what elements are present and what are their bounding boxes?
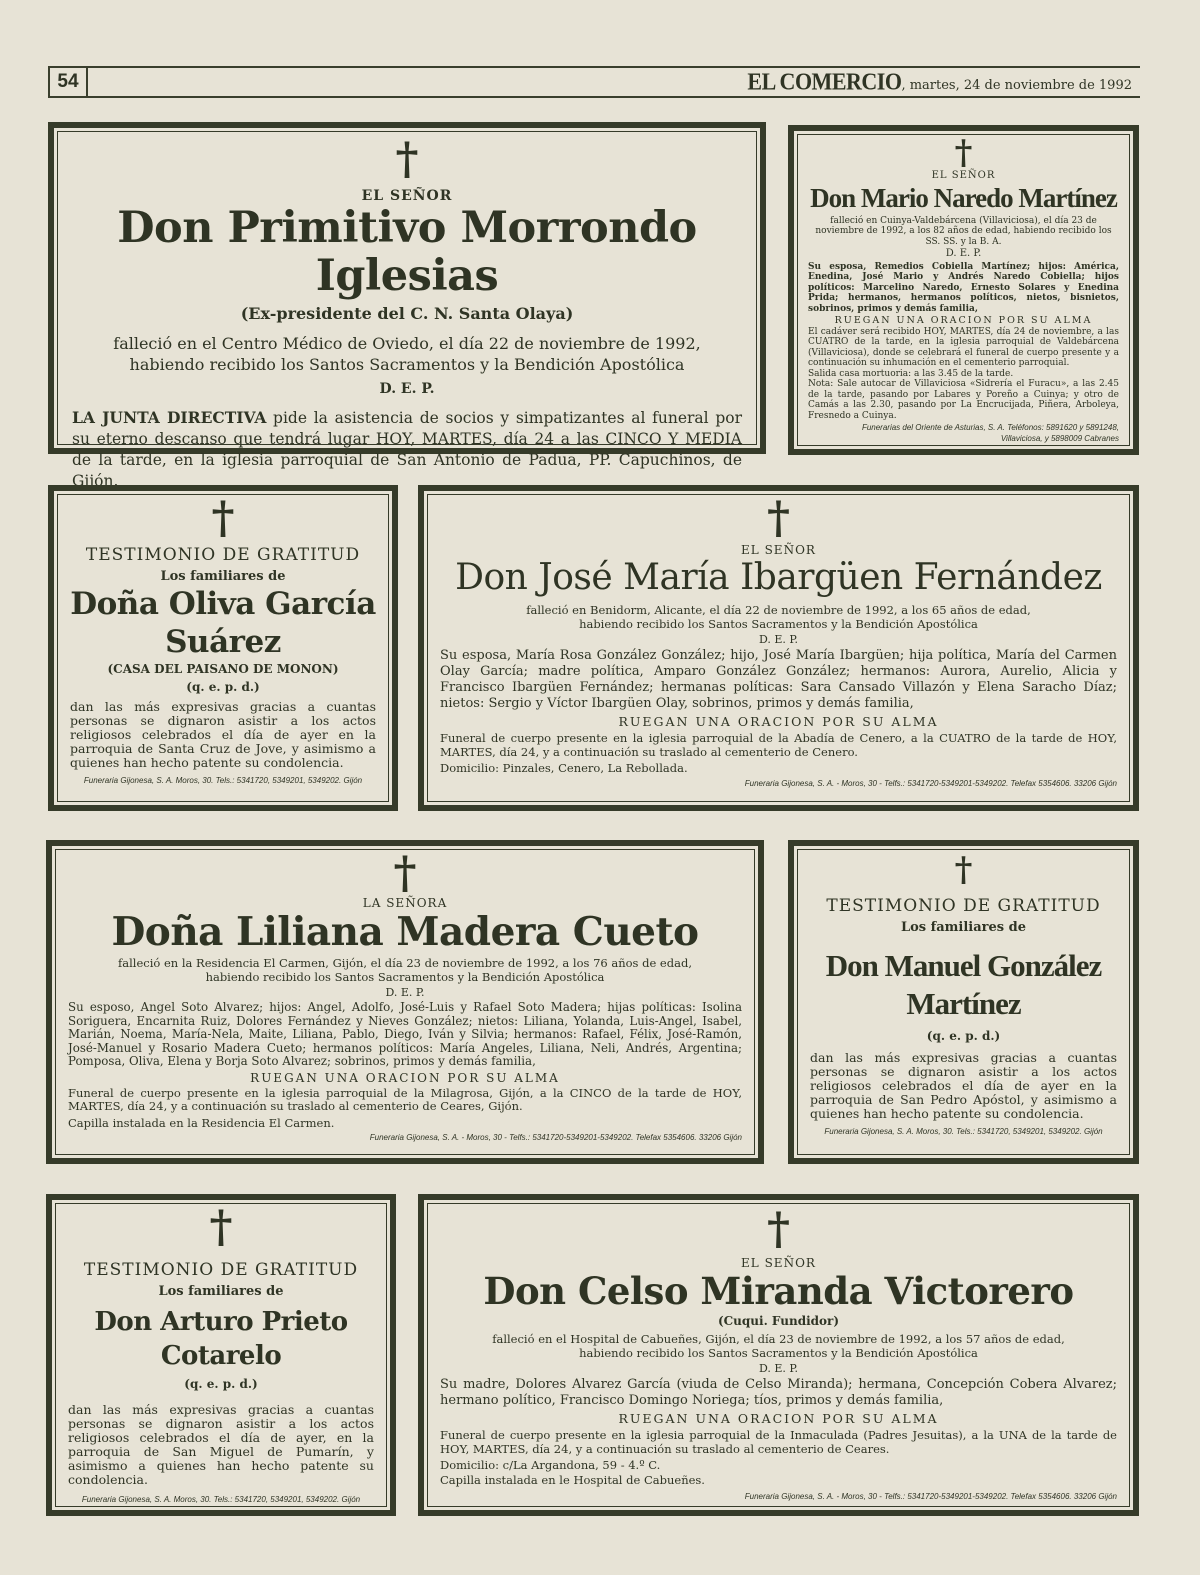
page-header xyxy=(48,66,1140,98)
death-text: falleció en Cuinya-Valdebárcena (Villaviciosa), el día 23 de noviembre de 1992, a los 82 años de edad, habiendo recibido los SS. SS. y la B. A. xyxy=(815,215,1112,247)
dep: D. E. P. xyxy=(379,381,435,397)
ruegan-line: RUEGAN UNA ORACION POR SU ALMA xyxy=(618,714,939,729)
masthead xyxy=(747,67,1132,98)
funeral-home-footer: Funeraria Gijonesa, S. A. - Moros, 30 - Telfs.: 5341720-5349201-5349202. Telefax 5354606. 33206 Gijón xyxy=(744,779,1117,788)
funeral-home-footer: Funerarias del Oriente de Asturias, S. A. Teléfonos: 5891620 y 5891248, xyxy=(861,423,1119,432)
cross-icon: † xyxy=(766,1204,790,1255)
funeral-text: El cadáver será recibido HOY, MARTES, día 24 de noviembre, a las CUATRO de la tarde, en la iglesia parroquial de Valdebárcena (Villaviciosa), donde se celebrará el funeral de cuerpo presente y a continuación su inhumación en el cementerio parroquial. xyxy=(808,326,1119,368)
notice-primitivo-morrondo xyxy=(48,122,766,490)
deceased-name-line-2: Martínez xyxy=(906,986,1021,1021)
cross-icon: † xyxy=(766,493,790,544)
deceased-name: Don Celso Miranda Victorero xyxy=(483,1269,1074,1313)
junta-label: LA JUNTA DIRECTIVA xyxy=(72,408,267,427)
ruegan-line: RUEGAN UNA ORACION POR SU ALMA xyxy=(618,1411,939,1426)
honorific: EL SEÑOR xyxy=(741,543,816,557)
familiares-label: Los familiares de xyxy=(160,569,286,584)
honorific: EL SEÑOR xyxy=(931,170,996,181)
familiares-label: Los familiares de xyxy=(158,1284,284,1299)
newspaper-name: EL COMERCIO xyxy=(747,67,902,96)
funeral-home-footer: Funeraria Gijonesa, S. A. Moros, 30. Tels.: 5341720, 5349201, 5349202. Gijón xyxy=(83,776,363,785)
notice-celso-miranda xyxy=(418,1194,1139,1516)
familiares-label: Los familiares de xyxy=(901,920,1026,935)
cross-icon: † xyxy=(954,850,973,890)
funeral-text: Funeral de cuerpo presente en la iglesia parroquial de la Abadía de Cenero, a la CUATRO de la tarde de HOY, MARTES, día 24, y a continuación su traslado al cementerio de Cenero. xyxy=(440,731,1117,759)
notice-oliva-garcia xyxy=(48,485,398,811)
deceased-name-line-2: Cotarelo xyxy=(160,1341,282,1371)
notice-manuel-gonzalez xyxy=(788,840,1139,1164)
dep: D. E. P. xyxy=(758,1362,799,1375)
domicilio: Domicilio: c/La Argandona, 59 - 4.º C. xyxy=(440,1458,661,1472)
cross-icon: † xyxy=(211,493,235,544)
dep: D. E. P. xyxy=(385,986,425,999)
qepd: (q. e. p. d.) xyxy=(926,1029,1001,1043)
gratitude-body: dan las más expresivas gracias a cuantas personas se dignaron asistir a los actos religiosos celebrados el día de ayer, en la parroquia de San Miguel de Pumarín, y asimismo a quienes han hecho patente su condolencia. xyxy=(68,1402,374,1487)
salida-text: Salida casa mortuoria: a las 3.45 de la tarde. xyxy=(808,368,1014,379)
funeral-text: Funeral de cuerpo presente en la iglesia parroquial de la Milagrosa, Gijón, a la CINCO de la tarde de HOY, MARTES, día 24, y a continuación su traslado al cementerio de Ceares, Gijón. xyxy=(68,1085,742,1113)
family-text: Su esposa, María Rosa González González; hijo, José María Ibargüen; hija política, María del Carmen Olay García; madre política, Amparo González González; hermanos: Aurora, Aurelio, Alicia y Francisco Ibargüen Fernández; hermanas políticas: Sara Cansado Villazón y Elena Saracho Díaz; nietos: Sergio y Víctor Ibargüen Olay, sobrinos, primos y demás familia, xyxy=(440,648,1117,711)
dep: D. E. P. xyxy=(945,248,982,259)
cross-icon: † xyxy=(393,848,417,899)
subtitle: (CASA DEL PAISANO DE MONON) xyxy=(107,662,339,676)
funeral-home-footer: Funeraria Gijonesa, S. A. Moros, 30. Tels.: 5341720, 5349201, 5349202. Gijón xyxy=(824,1127,1103,1136)
domicilio: Domicilio: Pinzales, Cenero, La Rebollada. xyxy=(440,761,688,775)
funeral-home-footer: Funeraria Gijonesa, S. A. - Moros, 30 - Telfs.: 5341720-5349201-5349202. Telefax 5354606. 33206 Gijón xyxy=(369,1132,742,1142)
capilla: Capilla instalada en le Hospital de Cabueñes. xyxy=(440,1473,705,1487)
deceased-name-line-1: Doña Oliva García xyxy=(70,586,376,622)
cross-icon: † xyxy=(395,134,419,185)
death-line-1: falleció en la Residencia El Carmen, Gijón, el día 23 de noviembre de 1992, a los 76 años de edad, xyxy=(118,956,692,970)
funeral-home-footer: Funeraria Gijonesa, S. A. - Moros, 30 - Telfs.: 5341720-5349201-5349202. Telefax 5354606. 33206 Gijón xyxy=(744,1492,1117,1501)
funeral-home-footer: Funeraria Gijonesa, S. A. Moros, 30. Tels.: 5341720, 5349201, 5349202. Gijón xyxy=(81,1495,361,1504)
death-line-2: habiendo recibido los Santos Sacramentos y la Bendición Apostólica xyxy=(579,617,978,631)
dep: D. E. P. xyxy=(758,633,799,646)
family-text: Su madre, Dolores Alvarez García (viuda de Celso Miranda); hermana, Concepción Cobera Alvarez; hermano político, Francisco Domingo Noriega; tíos, primos y demás familia, xyxy=(440,1377,1117,1408)
deceased-name: Don Primitivo Morrondo Iglesias xyxy=(117,203,697,301)
issue-date: , martes, 24 de noviembre de 1992 xyxy=(901,78,1132,93)
funeral-home-footer-2: Villaviciosa, y 5898009 Cabranes xyxy=(1000,433,1119,443)
funeral-text: Funeral de cuerpo presente en la iglesia parroquial de la Inmaculada (Padres Jesuitas), a la UNA de la tarde de HOY, MARTES, día 24, y a continuación su traslado al cementerio de Ceares. xyxy=(440,1428,1117,1456)
notice-liliana-madera xyxy=(46,840,764,1164)
family-text: Su esposa, Remedios Cobiella Martínez; hijos: América, Enedina, José Mario y Andrés Naredo Cobiella; hijos políticos: Marcelino Naredo, Ernesto Solares y Enedina Prida; hermanos, hermanos políticos, nietos, bisnietos, sobrinos, primos y demás familia, xyxy=(808,261,1119,314)
qepd: (q. e. p. d.) xyxy=(186,680,260,694)
death-line-1: falleció en el Hospital de Cabueñes, Gijón, el día 23 de noviembre de 1992, a los 57 años de edad, xyxy=(492,1332,1065,1346)
page-number: 54 xyxy=(48,68,88,96)
gratitude-body: dan las más expresivas gracias a cuantas personas se dignaron asistir a los actos religiosos celebrados el día de ayer en la parroquia de Santa Cruz de Jove, y asimismo a quienes han hecho patente su condolencia. xyxy=(70,699,376,770)
body-text: pide la asistencia de socios y simpatizantes al funeral por su eterno descanso que tendrá lugar HOY, MARTES, día 24 a las CINCO Y MEDIA de la tarde, en la iglesia parroquial de San Antonio de Padua, PP. Capuchinos, de Gijón. xyxy=(72,409,742,490)
deceased-name: Don José María Ibargüen Fernández xyxy=(455,557,1102,598)
honorific: LA SEÑORA xyxy=(362,896,448,910)
qepd: (q. e. p. d.) xyxy=(184,1377,258,1391)
death-line-1: falleció en Benidorm, Alicante, el día 22 de noviembre de 1992, a los 65 años de edad, xyxy=(526,603,1031,617)
cross-icon: † xyxy=(954,133,973,173)
notice-body xyxy=(72,407,742,492)
gratitude-title: TESTIMONIO DE GRATITUD xyxy=(85,545,361,565)
deceased-name-line-2: Suárez xyxy=(165,624,281,660)
nota-text: Nota: Sale autocar de Villaviciosa «Sidrería el Furacu», a las 2.45 de la tarde, pasando por Labares y Poreño a Cuinya; y otro de Camás a las 2.30, pasando por La Encrucijada, Piñera, Arboleya, Fresnedo a Cuinya. xyxy=(808,379,1119,421)
gratitude-body: dan las más expresivas gracias a cuantas personas se dignaron asistir a los actos religiosos celebrados el día de ayer en la parroquia de San Pedro Apóstol, y asimismo a quienes han hecho patente su condolencia. xyxy=(810,1050,1117,1121)
cross-icon: † xyxy=(209,1202,233,1253)
ruegan-line: RUEGAN UNA ORACION POR SU ALMA xyxy=(250,1070,560,1085)
notice-arturo-prieto xyxy=(46,1194,396,1516)
gratitude-title: TESTIMONIO DE GRATITUD xyxy=(83,1260,359,1280)
honorific: EL SEÑOR xyxy=(361,188,453,204)
deceased-name: Doña Liliana Madera Cueto xyxy=(111,909,699,955)
subtitle: (Cuqui. Fundidor) xyxy=(717,1314,840,1328)
deceased-name-line-1: Don Manuel González xyxy=(825,948,1102,983)
deceased-name: Don Mario Naredo Martínez xyxy=(810,182,1117,213)
family-text: Su esposo, Angel Soto Alvarez; hijos: Angel, Adolfo, José-Luis y Rafael Soto Madera; hijas políticas: Isolina Soriguera, Encarnita Ruiz, Dolores Fernández y Nieves González; nietos: Liliana, Yolanda, Luis-Angel, Isabel, Marián, Noema, María-Nela, Maite, Liliana, Pablo, Diego, Iván y Silvia; hermanos: Rafael, Félix, José-Ramón, José-Manuel y Rosario Madera Cueto; hermanos políticos: María Angeles, Liliana, Neli, Andrés, Argentina; Pomposa, Oliva, Elena y Borja Soto Alvarez; sobrinos, primos y demás familia, xyxy=(68,1000,742,1068)
capilla: Capilla instalada en la Residencia El Carmen. xyxy=(68,1115,335,1130)
notice-jose-maria-ibarguen xyxy=(418,485,1139,811)
death-line-2: habiendo recibido los Santos Sacramentos y la Bendición Apostólica xyxy=(205,970,605,984)
honorific: EL SEÑOR xyxy=(741,1256,816,1270)
ruegan-line: RUEGAN UNA ORACION POR SU ALMA xyxy=(834,315,1093,326)
death-line-2: habiendo recibido los Santos Sacramentos y la Bendición Apostólica xyxy=(579,1346,978,1360)
deceased-name-line-1: Don Arturo Prieto xyxy=(94,1307,348,1337)
gratitude-title: TESTIMONIO DE GRATITUD xyxy=(826,896,1101,916)
subtitle: (Ex-presidente del C. N. Santa Olaya) xyxy=(240,304,574,323)
death-line-2: habiendo recibido los Santos Sacramentos y la Bendición Apostólica xyxy=(129,355,685,374)
notice-mario-naredo xyxy=(788,125,1139,455)
death-line-1: falleció en el Centro Médico de Oviedo, el día 22 de noviembre de 1992, xyxy=(113,334,701,353)
